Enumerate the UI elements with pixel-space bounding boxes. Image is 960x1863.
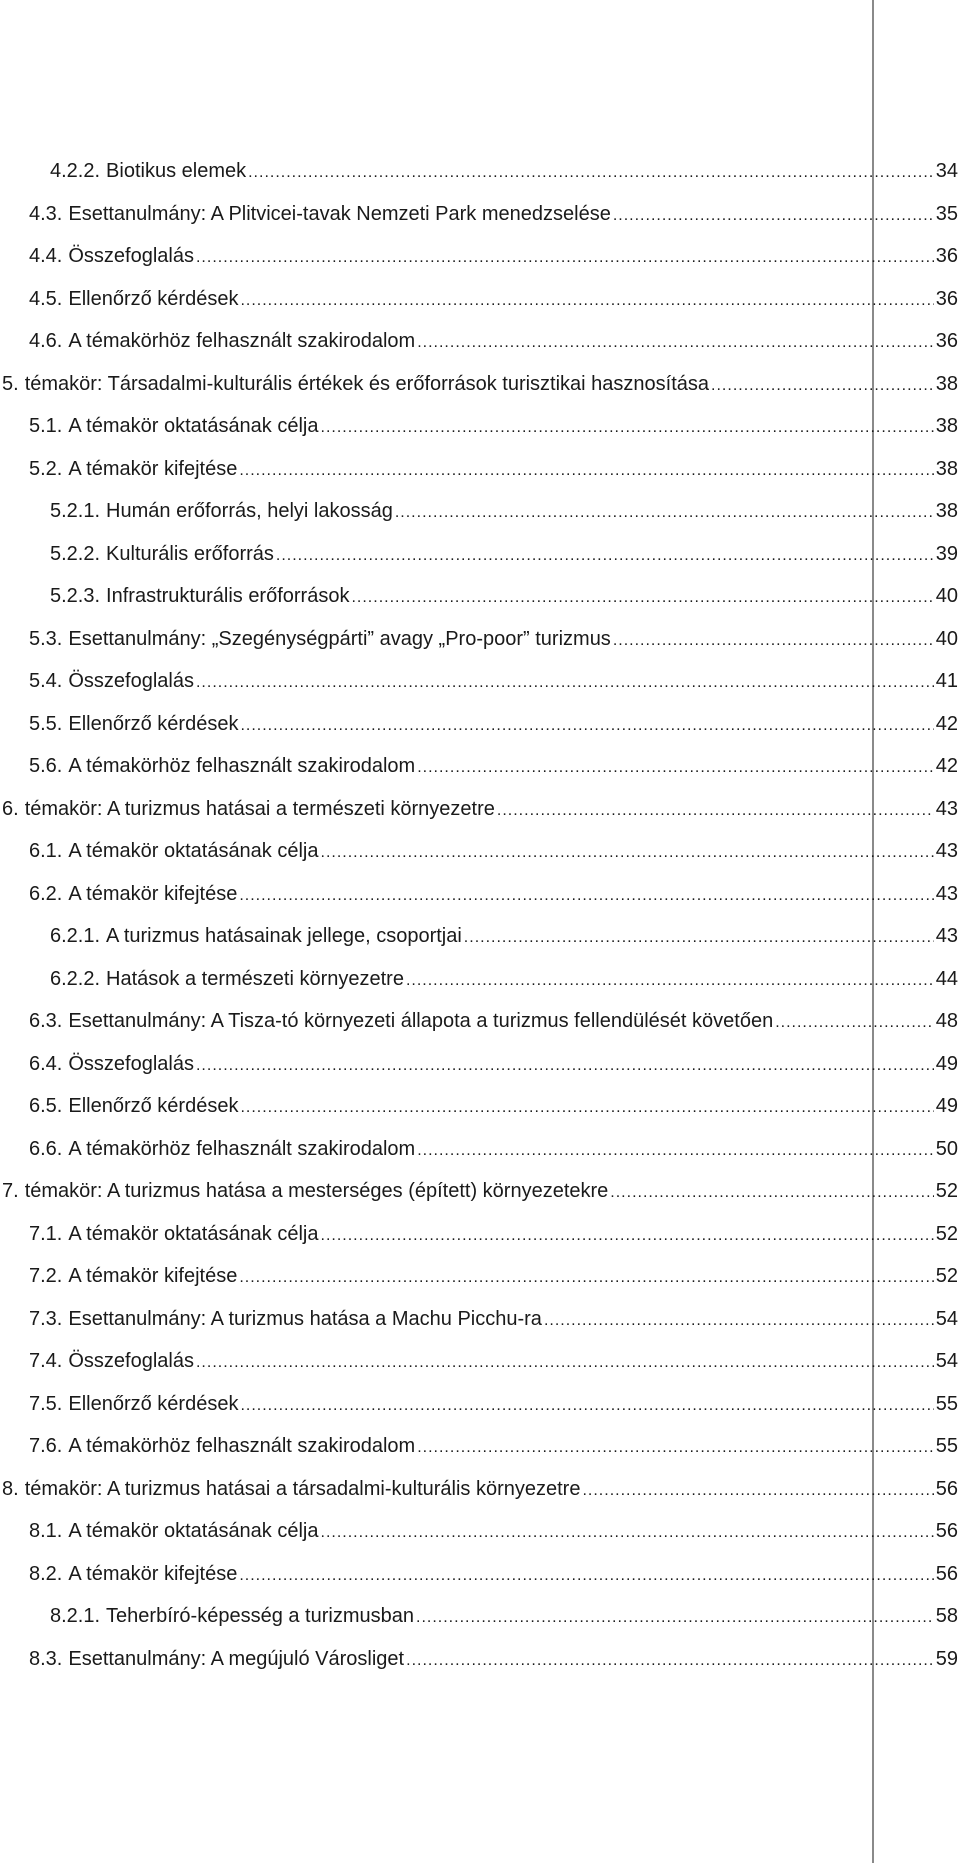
toc-entry[interactable] bbox=[0, 405, 960, 448]
toc-entry-title: A témakör kifejtése bbox=[68, 457, 238, 480]
toc-entry-number: 6.2.1. bbox=[50, 925, 101, 948]
toc-entry-heading bbox=[29, 671, 194, 691]
toc-entry[interactable] bbox=[0, 1170, 960, 1213]
toc-dot-leader bbox=[417, 335, 934, 351]
toc-entry-title: Kulturális erőforrás bbox=[106, 542, 274, 565]
toc-entry-title: Teherbíró-képesség a turizmusban bbox=[106, 1605, 414, 1628]
toc-page-number: 43 bbox=[935, 797, 958, 820]
toc-entry-heading bbox=[29, 1649, 404, 1669]
toc-entry-number: 8.2.1. bbox=[50, 1605, 101, 1628]
toc-entry-heading bbox=[29, 1266, 237, 1286]
toc-dot-leader bbox=[613, 208, 934, 224]
toc-dot-leader bbox=[321, 1228, 934, 1244]
toc-entry-title: A témakörhöz felhasznált szakirodalom bbox=[68, 1435, 416, 1458]
toc-entry[interactable] bbox=[0, 1340, 960, 1383]
toc-entry-title: A témakör oktatásának célja bbox=[68, 1520, 319, 1543]
toc-page-number: 42 bbox=[935, 755, 958, 778]
toc-dot-leader bbox=[417, 1440, 934, 1456]
toc-entry-line bbox=[29, 1266, 960, 1286]
toc-entry-heading bbox=[50, 586, 349, 606]
toc-dot-leader bbox=[276, 548, 934, 564]
toc-entry-title: Infrastrukturális erőforrások bbox=[106, 585, 350, 608]
toc-entry[interactable] bbox=[0, 1085, 960, 1128]
toc-entry-heading bbox=[29, 1054, 194, 1074]
toc-entry[interactable] bbox=[0, 1638, 960, 1681]
toc-entry-line bbox=[29, 841, 960, 861]
toc-page-number: 43 bbox=[935, 840, 958, 863]
toc-entry-heading bbox=[29, 331, 415, 351]
toc-page-number: 43 bbox=[935, 882, 958, 905]
toc-entry-heading bbox=[50, 544, 274, 564]
toc-entry-title: A témakör oktatásának célja bbox=[68, 1222, 319, 1245]
toc-entry-number: 8. bbox=[2, 1477, 19, 1500]
toc-dot-leader bbox=[196, 675, 934, 691]
toc-entry-line bbox=[29, 246, 960, 266]
toc-entry-line bbox=[50, 501, 960, 521]
toc-entry-heading bbox=[2, 1181, 608, 1201]
toc-dot-leader bbox=[417, 1143, 934, 1159]
toc-entry[interactable] bbox=[0, 320, 960, 363]
toc-entry-line bbox=[29, 671, 960, 691]
toc-entry-title: Összefoglalás bbox=[68, 1350, 194, 1373]
toc-entry-heading bbox=[29, 1394, 238, 1414]
toc-dot-leader bbox=[239, 1270, 933, 1286]
toc-entry-heading bbox=[29, 1096, 238, 1116]
toc-entry-title: A témakörhöz felhasznált szakirodalom bbox=[68, 330, 416, 353]
toc-page-number: 38 bbox=[935, 415, 958, 438]
toc-entry-line bbox=[29, 884, 960, 904]
toc-entry-number: 4.2.2. bbox=[50, 160, 101, 183]
toc-entry-title: A témakör kifejtése bbox=[68, 882, 238, 905]
toc-entry-line bbox=[50, 586, 960, 606]
toc-entry-number: 5.3. bbox=[29, 627, 63, 650]
toc-entry-heading bbox=[2, 799, 495, 819]
toc-entry-title: Összefoglalás bbox=[68, 1052, 194, 1075]
toc-entry-heading bbox=[29, 1011, 773, 1031]
toc-page-number: 40 bbox=[935, 585, 958, 608]
toc-entry-number: 7.1. bbox=[29, 1222, 63, 1245]
toc-dot-leader bbox=[775, 1015, 934, 1031]
toc-entry-heading bbox=[29, 1521, 319, 1541]
toc-entry-heading bbox=[29, 289, 238, 309]
toc-page-number: 41 bbox=[935, 670, 958, 693]
toc-entry-number: 5.2.2. bbox=[50, 542, 101, 565]
toc-entry-heading bbox=[29, 1436, 415, 1456]
toc-entry-number: 7.5. bbox=[29, 1392, 63, 1415]
toc-entry-title: A turizmus hatásainak jellege, csoportjai bbox=[106, 925, 462, 948]
toc-dot-leader bbox=[582, 1483, 933, 1499]
toc-entry-line bbox=[29, 1394, 960, 1414]
toc-dot-leader bbox=[196, 1058, 934, 1074]
toc-page-number: 55 bbox=[935, 1392, 958, 1415]
toc-page-number: 40 bbox=[935, 627, 958, 650]
toc-entry[interactable] bbox=[0, 235, 960, 278]
toc-entry-heading bbox=[29, 884, 237, 904]
toc-entry-number: 5.5. bbox=[29, 712, 63, 735]
toc-entry-title: A témakör oktatásának célja bbox=[68, 840, 319, 863]
toc-entry[interactable] bbox=[0, 958, 960, 1001]
toc-entry-heading bbox=[29, 1564, 237, 1584]
toc-dot-leader bbox=[464, 930, 934, 946]
toc-entry-title: Esettanulmány: A megújuló Városliget bbox=[68, 1647, 405, 1670]
toc-entry-title: témakör: A turizmus hatásai a társadalmi-kulturális környezetre bbox=[24, 1477, 581, 1500]
toc-entry-line bbox=[50, 969, 960, 989]
toc-entry-line bbox=[2, 374, 960, 394]
toc-entry-title: A témakörhöz felhasznált szakirodalom bbox=[68, 1137, 416, 1160]
toc-page-number: 36 bbox=[935, 287, 958, 310]
toc-entry[interactable] bbox=[0, 490, 960, 533]
toc-page-number: 54 bbox=[935, 1350, 958, 1373]
toc-entry-heading bbox=[50, 161, 246, 181]
toc-entry-heading bbox=[29, 1309, 542, 1329]
toc-entry-line bbox=[29, 289, 960, 309]
toc-entry[interactable] bbox=[0, 363, 960, 406]
toc-entry-line bbox=[29, 1309, 960, 1329]
toc-page-number: 38 bbox=[935, 372, 958, 395]
toc-entry[interactable] bbox=[0, 448, 960, 491]
toc-page-number: 36 bbox=[935, 330, 958, 353]
toc-entry[interactable] bbox=[0, 1043, 960, 1086]
toc-dot-leader bbox=[240, 1100, 933, 1116]
toc-entry-title: Biotikus elemek bbox=[106, 160, 247, 183]
toc-entry-title: Összefoglalás bbox=[68, 245, 194, 268]
toc-entry[interactable] bbox=[0, 618, 960, 661]
toc-entry-number: 5. bbox=[2, 372, 19, 395]
toc-entry[interactable] bbox=[0, 745, 960, 788]
toc-entry-heading bbox=[50, 501, 393, 521]
toc-entry[interactable] bbox=[0, 1255, 960, 1298]
toc-page-number: 48 bbox=[935, 1010, 958, 1033]
toc-entry-line bbox=[50, 161, 960, 181]
toc-entry-number: 6.5. bbox=[29, 1095, 63, 1118]
toc-entry-number: 7. bbox=[2, 1180, 19, 1203]
toc-dot-leader bbox=[239, 463, 933, 479]
toc-entry[interactable] bbox=[0, 575, 960, 618]
toc-page-number: 55 bbox=[935, 1435, 958, 1458]
toc-page-number: 38 bbox=[935, 500, 958, 523]
toc-entry-title: témakör: Társadalmi-kulturális értékek és erőforrások turisztikai hasznosítása bbox=[24, 372, 710, 395]
toc-entry-title: Összefoglalás bbox=[68, 670, 194, 693]
toc-entry-number: 7.6. bbox=[29, 1435, 63, 1458]
toc-entry-title: témakör: A turizmus hatása a mesterséges (épített) környezetekre bbox=[24, 1180, 609, 1203]
toc-dot-leader bbox=[321, 420, 934, 436]
toc-entry[interactable] bbox=[0, 1383, 960, 1426]
toc-page-number: 49 bbox=[935, 1095, 958, 1118]
toc-entry-number: 5.2. bbox=[29, 457, 63, 480]
toc-page-number: 44 bbox=[935, 967, 958, 990]
toc-entry-number: 6.1. bbox=[29, 840, 63, 863]
toc-entry-title: Ellenőrző kérdések bbox=[68, 712, 239, 735]
toc-entry-line bbox=[29, 459, 960, 479]
toc-entry-line bbox=[29, 629, 960, 649]
toc-entry-heading bbox=[29, 246, 194, 266]
toc-entry-number: 6.6. bbox=[29, 1137, 63, 1160]
toc-page-number: 56 bbox=[935, 1562, 958, 1585]
toc-entry-line bbox=[29, 756, 960, 776]
toc-dot-leader bbox=[613, 633, 934, 649]
toc-dot-leader bbox=[321, 1525, 934, 1541]
toc-entry-line bbox=[50, 544, 960, 564]
toc-page-number: 43 bbox=[935, 925, 958, 948]
toc-dot-leader bbox=[239, 888, 933, 904]
toc-entry-number: 6.4. bbox=[29, 1052, 63, 1075]
toc-entry-title: A témakör kifejtése bbox=[68, 1562, 238, 1585]
toc-entry-number: 4.4. bbox=[29, 245, 63, 268]
toc-page-number: 52 bbox=[935, 1265, 958, 1288]
toc-page-number: 36 bbox=[935, 245, 958, 268]
toc-page-number: 50 bbox=[935, 1137, 958, 1160]
toc-entry-number: 4.3. bbox=[29, 202, 63, 225]
toc-entry-line bbox=[29, 1521, 960, 1541]
toc-entry-line bbox=[29, 1096, 960, 1116]
toc-entry[interactable] bbox=[0, 873, 960, 916]
toc-page-number: 56 bbox=[935, 1520, 958, 1543]
toc-entry-number: 8.3. bbox=[29, 1647, 63, 1670]
toc-entry-number: 4.6. bbox=[29, 330, 63, 353]
toc-entry-number: 5.1. bbox=[29, 415, 63, 438]
toc-entry-title: A témakörhöz felhasznált szakirodalom bbox=[68, 755, 416, 778]
toc-page-number: 35 bbox=[935, 202, 958, 225]
toc-page-number: 58 bbox=[935, 1605, 958, 1628]
toc-entry-heading bbox=[2, 1479, 580, 1499]
toc-entry[interactable] bbox=[0, 1510, 960, 1553]
toc-entry-number: 4.5. bbox=[29, 287, 63, 310]
toc-entry[interactable] bbox=[0, 1595, 960, 1638]
table-of-contents bbox=[0, 150, 960, 1680]
toc-dot-leader bbox=[248, 165, 934, 181]
toc-entry-line bbox=[29, 204, 960, 224]
toc-page-number: 59 bbox=[935, 1647, 958, 1670]
toc-page-number: 39 bbox=[935, 542, 958, 565]
toc-entry-title: Ellenőrző kérdések bbox=[68, 1392, 239, 1415]
toc-entry-line bbox=[2, 1479, 960, 1499]
toc-page-number: 49 bbox=[935, 1052, 958, 1075]
toc-entry-line bbox=[29, 714, 960, 734]
toc-page-number: 52 bbox=[935, 1180, 958, 1203]
toc-entry-heading bbox=[29, 459, 237, 479]
toc-entry-number: 5.2.1. bbox=[50, 500, 101, 523]
toc-entry-line bbox=[29, 1649, 960, 1669]
toc-entry-number: 6.3. bbox=[29, 1010, 63, 1033]
toc-entry-number: 6. bbox=[2, 797, 19, 820]
toc-entry-heading bbox=[2, 374, 709, 394]
toc-dot-leader bbox=[416, 1610, 934, 1626]
toc-entry-heading bbox=[50, 969, 404, 989]
toc-entry-number: 5.4. bbox=[29, 670, 63, 693]
toc-entry-title: Esettanulmány: A turizmus hatása a Machu Picchu-ra bbox=[68, 1307, 542, 1330]
toc-entry-line bbox=[29, 1436, 960, 1456]
toc-entry-number: 8.1. bbox=[29, 1520, 63, 1543]
toc-entry-title: Esettanulmány: „Szegénységpárti” avagy „Pro-poor” turizmus bbox=[68, 627, 611, 650]
toc-entry-title: Ellenőrző kérdések bbox=[68, 1095, 239, 1118]
toc-entry-number: 7.4. bbox=[29, 1350, 63, 1373]
toc-entry[interactable] bbox=[0, 1425, 960, 1468]
toc-entry[interactable] bbox=[0, 1128, 960, 1171]
toc-dot-leader bbox=[406, 973, 934, 989]
toc-dot-leader bbox=[351, 590, 933, 606]
toc-entry-title: Humán erőforrás, helyi lakosság bbox=[106, 500, 393, 523]
toc-entry-title: Hatások a természeti környezetre bbox=[106, 967, 404, 990]
toc-dot-leader bbox=[497, 803, 934, 819]
toc-entry[interactable] bbox=[0, 1553, 960, 1596]
toc-entry[interactable] bbox=[0, 278, 960, 321]
toc-entry-number: 8.2. bbox=[29, 1562, 63, 1585]
toc-entry-number: 7.2. bbox=[29, 1265, 63, 1288]
toc-entry-title: Ellenőrző kérdések bbox=[68, 287, 239, 310]
toc-page-number: 42 bbox=[935, 712, 958, 735]
toc-page-number: 38 bbox=[935, 457, 958, 480]
toc-entry-line bbox=[29, 416, 960, 436]
toc-entry-title: témakör: A turizmus hatásai a természeti környezetre bbox=[24, 797, 495, 820]
toc-entry-title: A témakör kifejtése bbox=[68, 1265, 238, 1288]
toc-entry-line bbox=[29, 1351, 960, 1371]
toc-entry-heading bbox=[29, 841, 319, 861]
toc-entry[interactable] bbox=[0, 1468, 960, 1511]
toc-entry-number: 5.2.3. bbox=[50, 585, 101, 608]
toc-entry-line bbox=[29, 331, 960, 351]
toc-entry[interactable] bbox=[0, 1000, 960, 1043]
toc-entry-line bbox=[50, 1606, 960, 1626]
toc-entry[interactable] bbox=[0, 1298, 960, 1341]
toc-dot-leader bbox=[240, 718, 933, 734]
toc-entry-line bbox=[2, 799, 960, 819]
toc-dot-leader bbox=[544, 1313, 934, 1329]
toc-entry-line bbox=[2, 1181, 960, 1201]
toc-entry-number: 7.3. bbox=[29, 1307, 63, 1330]
toc-entry[interactable] bbox=[0, 150, 960, 193]
toc-entry-title: A témakör oktatásának célja bbox=[68, 415, 319, 438]
toc-entry[interactable] bbox=[0, 533, 960, 576]
toc-entry-title: Esettanulmány: A Tisza-tó környezeti állapota a turizmus fellendülését követően bbox=[68, 1010, 774, 1033]
toc-page-number: 54 bbox=[935, 1307, 958, 1330]
toc-entry[interactable] bbox=[0, 788, 960, 831]
toc-entry-number: 6.2.2. bbox=[50, 967, 101, 990]
toc-entry-number: 6.2. bbox=[29, 882, 63, 905]
toc-dot-leader bbox=[196, 250, 934, 266]
toc-dot-leader bbox=[240, 1398, 933, 1414]
toc-page-number: 52 bbox=[935, 1222, 958, 1245]
toc-entry-line bbox=[29, 1224, 960, 1244]
toc-dot-leader bbox=[417, 760, 934, 776]
toc-entry-heading bbox=[29, 714, 238, 734]
toc-dot-leader bbox=[239, 1568, 933, 1584]
toc-entry-line bbox=[29, 1564, 960, 1584]
toc-entry-line bbox=[29, 1139, 960, 1159]
toc-dot-leader bbox=[711, 378, 934, 394]
toc-entry[interactable] bbox=[0, 915, 960, 958]
toc-dot-leader bbox=[321, 845, 934, 861]
toc-entry-heading bbox=[29, 416, 319, 436]
toc-entry-heading bbox=[29, 1224, 319, 1244]
toc-dot-leader bbox=[240, 293, 933, 309]
toc-dot-leader bbox=[196, 1355, 934, 1371]
toc-entry-title: Esettanulmány: A Plitvicei-tavak Nemzeti Park menedzselése bbox=[68, 202, 611, 225]
toc-dot-leader bbox=[406, 1653, 934, 1669]
toc-entry-line bbox=[50, 926, 960, 946]
toc-entry[interactable] bbox=[0, 703, 960, 746]
toc-dot-leader bbox=[395, 505, 934, 521]
toc-entry-heading bbox=[50, 926, 462, 946]
toc-entry-heading bbox=[29, 629, 611, 649]
toc-page-number: 56 bbox=[935, 1477, 958, 1500]
toc-entry[interactable] bbox=[0, 1213, 960, 1256]
toc-entry-line bbox=[29, 1054, 960, 1074]
toc-entry-number: 5.6. bbox=[29, 755, 63, 778]
toc-entry-heading bbox=[29, 204, 611, 224]
toc-dot-leader bbox=[610, 1185, 933, 1201]
toc-entry-heading bbox=[50, 1606, 414, 1626]
toc-entry[interactable] bbox=[0, 193, 960, 236]
toc-entry-heading bbox=[29, 756, 415, 776]
toc-entry-heading bbox=[29, 1139, 415, 1159]
toc-entry-heading bbox=[29, 1351, 194, 1371]
toc-entry[interactable] bbox=[0, 830, 960, 873]
toc-entry[interactable] bbox=[0, 660, 960, 703]
toc-page-number: 34 bbox=[935, 160, 958, 183]
toc-entry-line bbox=[29, 1011, 960, 1031]
